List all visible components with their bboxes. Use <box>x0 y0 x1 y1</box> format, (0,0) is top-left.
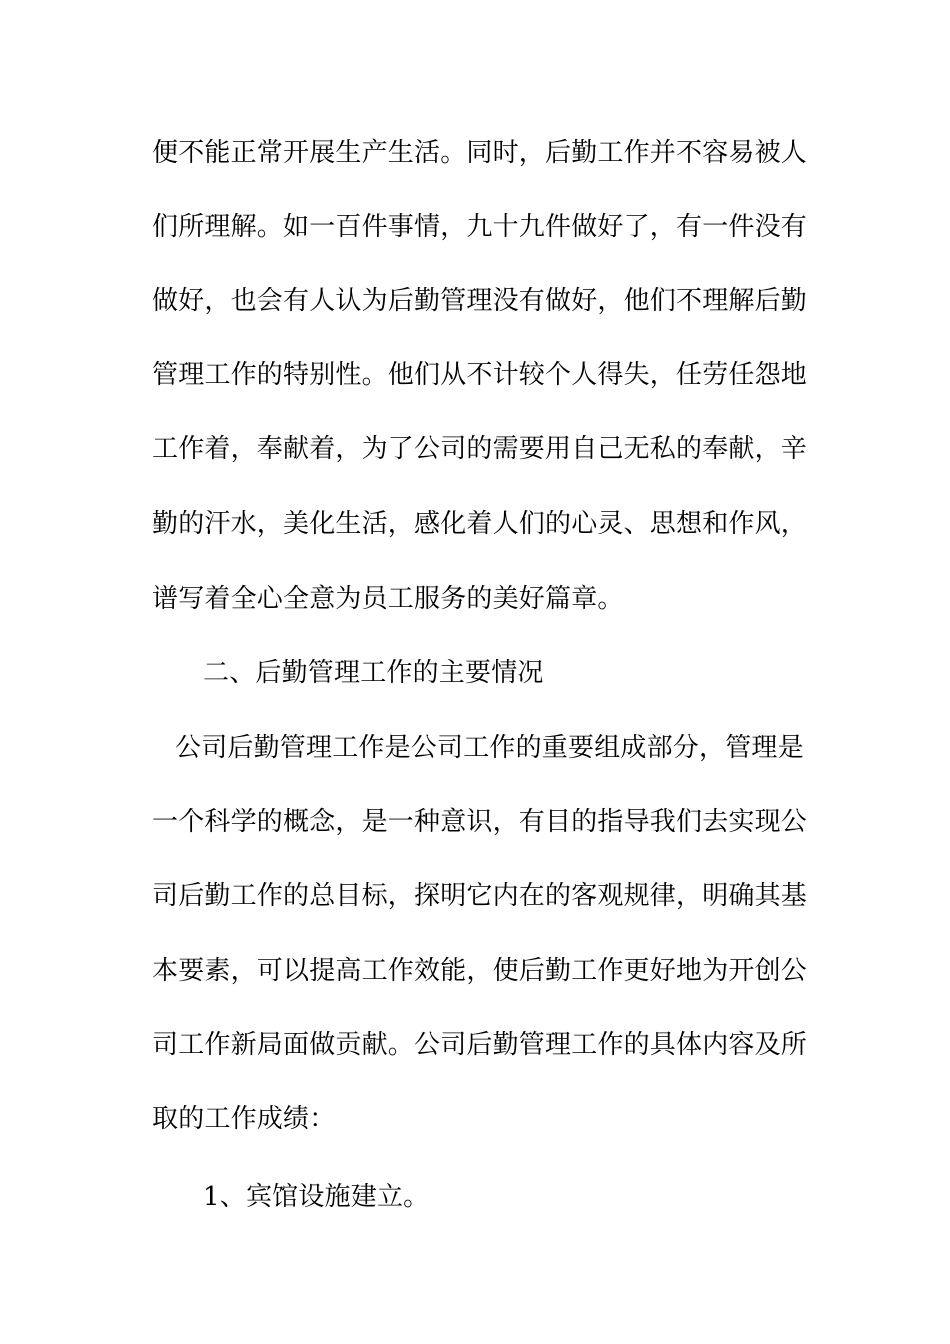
paragraph-line: 们所理解。如一百件事情，九十九件做好了，有一件没有 <box>152 212 808 242</box>
paragraph-line: 取的工作成绩： <box>152 1104 336 1134</box>
paragraph-line: 管理工作的特别性。他们从不计较个人得失，任劳任怨地 <box>152 360 808 390</box>
section-heading: 二、后勤管理工作的主要情况 <box>203 658 544 688</box>
paragraph-line: 谱写着全心全意为员工服务的美好篇章。 <box>152 584 624 614</box>
paragraph-line: 司后勤工作的总目标，探明它内在的客观规律，明确其基 <box>152 881 808 911</box>
paragraph-line: 做好，也会有人认为后勤管理没有做好，他们不理解后勤 <box>152 286 808 316</box>
paragraph-line: 公司后勤管理工作是公司工作的重要组成部分，管理是 <box>175 733 804 763</box>
paragraph-line: 便不能正常开展生产生活。同时，后勤工作并不容易被人 <box>152 138 808 168</box>
paragraph-line: 工作着，奉献着，为了公司的需要用自己无私的奉献，辛 <box>152 434 808 464</box>
paragraph-line: 本要素，可以提高工作效能，使后勤工作更好地为开创公 <box>152 956 808 986</box>
paragraph-line: 勤的汗水，美化生活，感化着人们的心灵、思想和作风， <box>152 509 808 539</box>
paragraph-line: 司工作新局面做贡献。公司后勤管理工作的具体内容及所 <box>152 1030 808 1060</box>
paragraph-line: 一个科学的概念，是一种意识，有目的指导我们去实现公 <box>152 807 808 837</box>
list-item: 1、宾馆设施建立。 <box>203 1182 430 1212</box>
